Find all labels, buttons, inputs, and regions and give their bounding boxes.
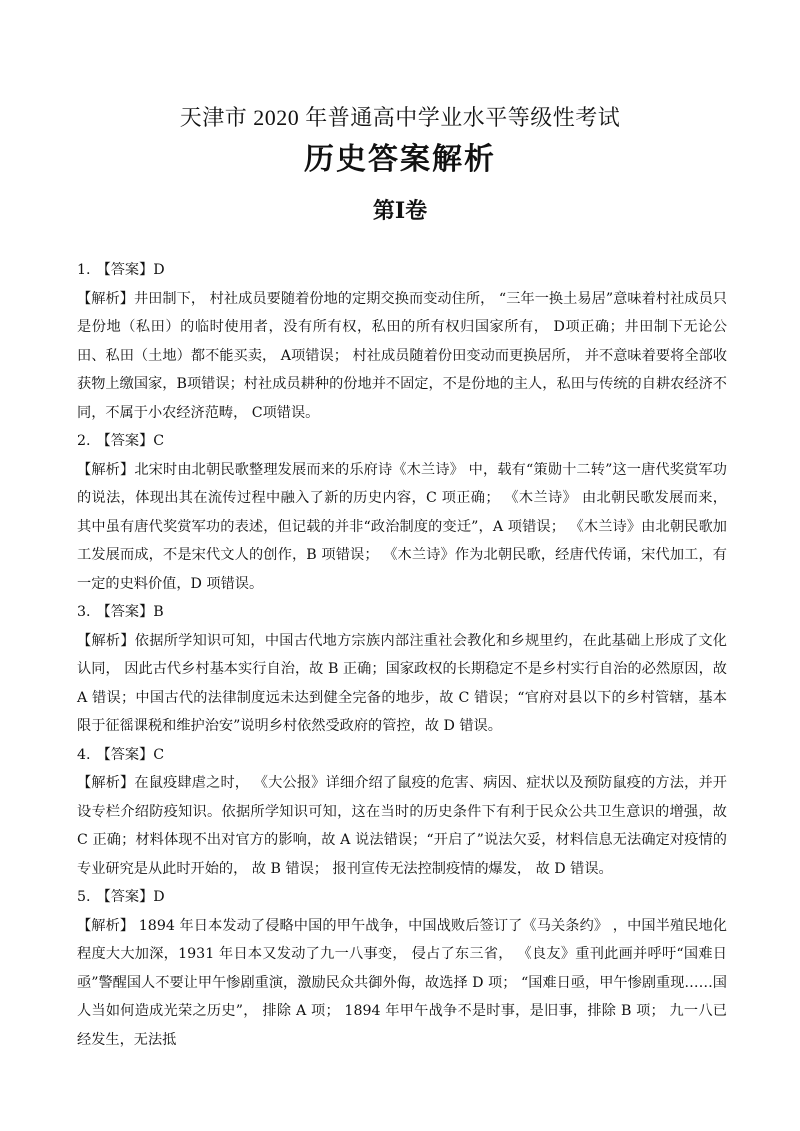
answer-key: 【答案】D (96, 889, 165, 905)
volume-heading: 第Ⅰ卷 (372, 198, 428, 224)
analysis-q5: 【解析】 1894 年日本发动了侵略中国的甲午战争，中国战败后签订了《马关条约》 ，中国半殖民地化程度大大加深，1931 年日本又发动了九一八事变， 侵占了东三省， 《良友》重刊此画并呼吁“国难日亟”警醒国人不要让甲午惨剧重演，激励民众共御外侮，故选择 D 项； “国难日亟，甲午惨剧重现……国人当如何造成光荣之历史”， 排除 A 项； 1894 年甲午战争不是时事，是旧事，排除 B 项； 九一八已经发生，无法抵 (77, 917, 727, 1048)
analysis-q2: 【解析】北宋时由北朝民歌整理发展而来的乐府诗《木兰诗》 中，载有“策勋十二转”这一唐代奖赏军功的说法，体现出其在流传过程中融入了新的历史内容，C 项正确； 《木兰诗》 由北朝民歌发展而来， 其中虽有唐代奖赏军功的表述，但记载的并非“政治制度的变迁”，A 项错误； 《木兰诗》由北朝民歌加工发展而成，不是宋代文人的创作，B 项错误； 《木兰诗》作为北朝民歌，经唐代传诵，宋代加工，有一定的史料价值，D 项错误。 (77, 461, 727, 592)
analysis-q1: 【解析】井田制下， 村社成员要随着份地的定期交换而变动住所， “三年一换土易居”意味着村社成员只是份地（私田）的临时使用者，没有所有权，私田的所有权归国家所有， D项正确；井田制下无论公田、私田（土地）都不能买卖， A项错误； 村社成员随着份田变动而更换居所， 并不意味着要将全部收获物上缴国家，B项错误；村社成员耕种的份地并不固定，不是份地的主人，私田与传统的自耕农经济不同，不属于小农经济范畴， C项错误。 (77, 290, 727, 421)
answer-key: 【答案】C (96, 746, 165, 763)
question-number: 4. (77, 746, 91, 763)
answer-list (77, 256, 727, 1054)
question-number: 2. (77, 433, 91, 449)
analysis-q4: 【解析】在鼠疫肆虐之时， 《大公报》详细介绍了鼠疫的危害、病因、症状以及预防鼠疫的方法，并开设专栏介绍防疫知识。依据所学知识可知，这在当时的历史条件下有利于民众公共卫生意识的增强，故 C 正确；材料体现不出对官方的影响，故 A 说法错误；“开启了”说法欠妥，材料信息无法确定对疫情的专业研究是从此时开始的， 故 B 错误； 报刊宣传无法控制疫情的爆发， 故 D 错误。 (77, 775, 727, 877)
answer-line-q4 (77, 741, 727, 770)
answer-line-q1 (77, 256, 727, 285)
exam-title: 天津市 2020 年普通高中学业水平等级性考试 (179, 105, 621, 130)
analysis-q3: 【解析】依据所学知识可知，中国古代地方宗族内部注重社会教化和乡规里约，在此基础上形成了文化认同， 因此古代乡村基本实行自治，故 B 正确；国家政权的长期稳定不是乡村实行自治的必然原因，故 A 错误；中国古代的法律制度远未达到健全完备的地步，故 C 错误；“官府对县以下的乡村管辖，基本限于征徭课税和维护治安”说明乡村依然受政府的管控，故 D 错误。 (77, 632, 727, 734)
answer-key: 【答案】D (96, 262, 165, 278)
question-number: 1. (77, 262, 91, 278)
answer-key: 【答案】B (96, 604, 164, 620)
answer-line-q5 (77, 883, 727, 912)
answer-key: 【答案】C (96, 433, 165, 449)
question-number: 5. (77, 889, 91, 905)
question-number: 3. (77, 604, 91, 620)
answer-line-q2 (77, 427, 727, 456)
subject-title: 历史答案解析 (304, 142, 496, 177)
answer-line-q3 (77, 598, 727, 627)
